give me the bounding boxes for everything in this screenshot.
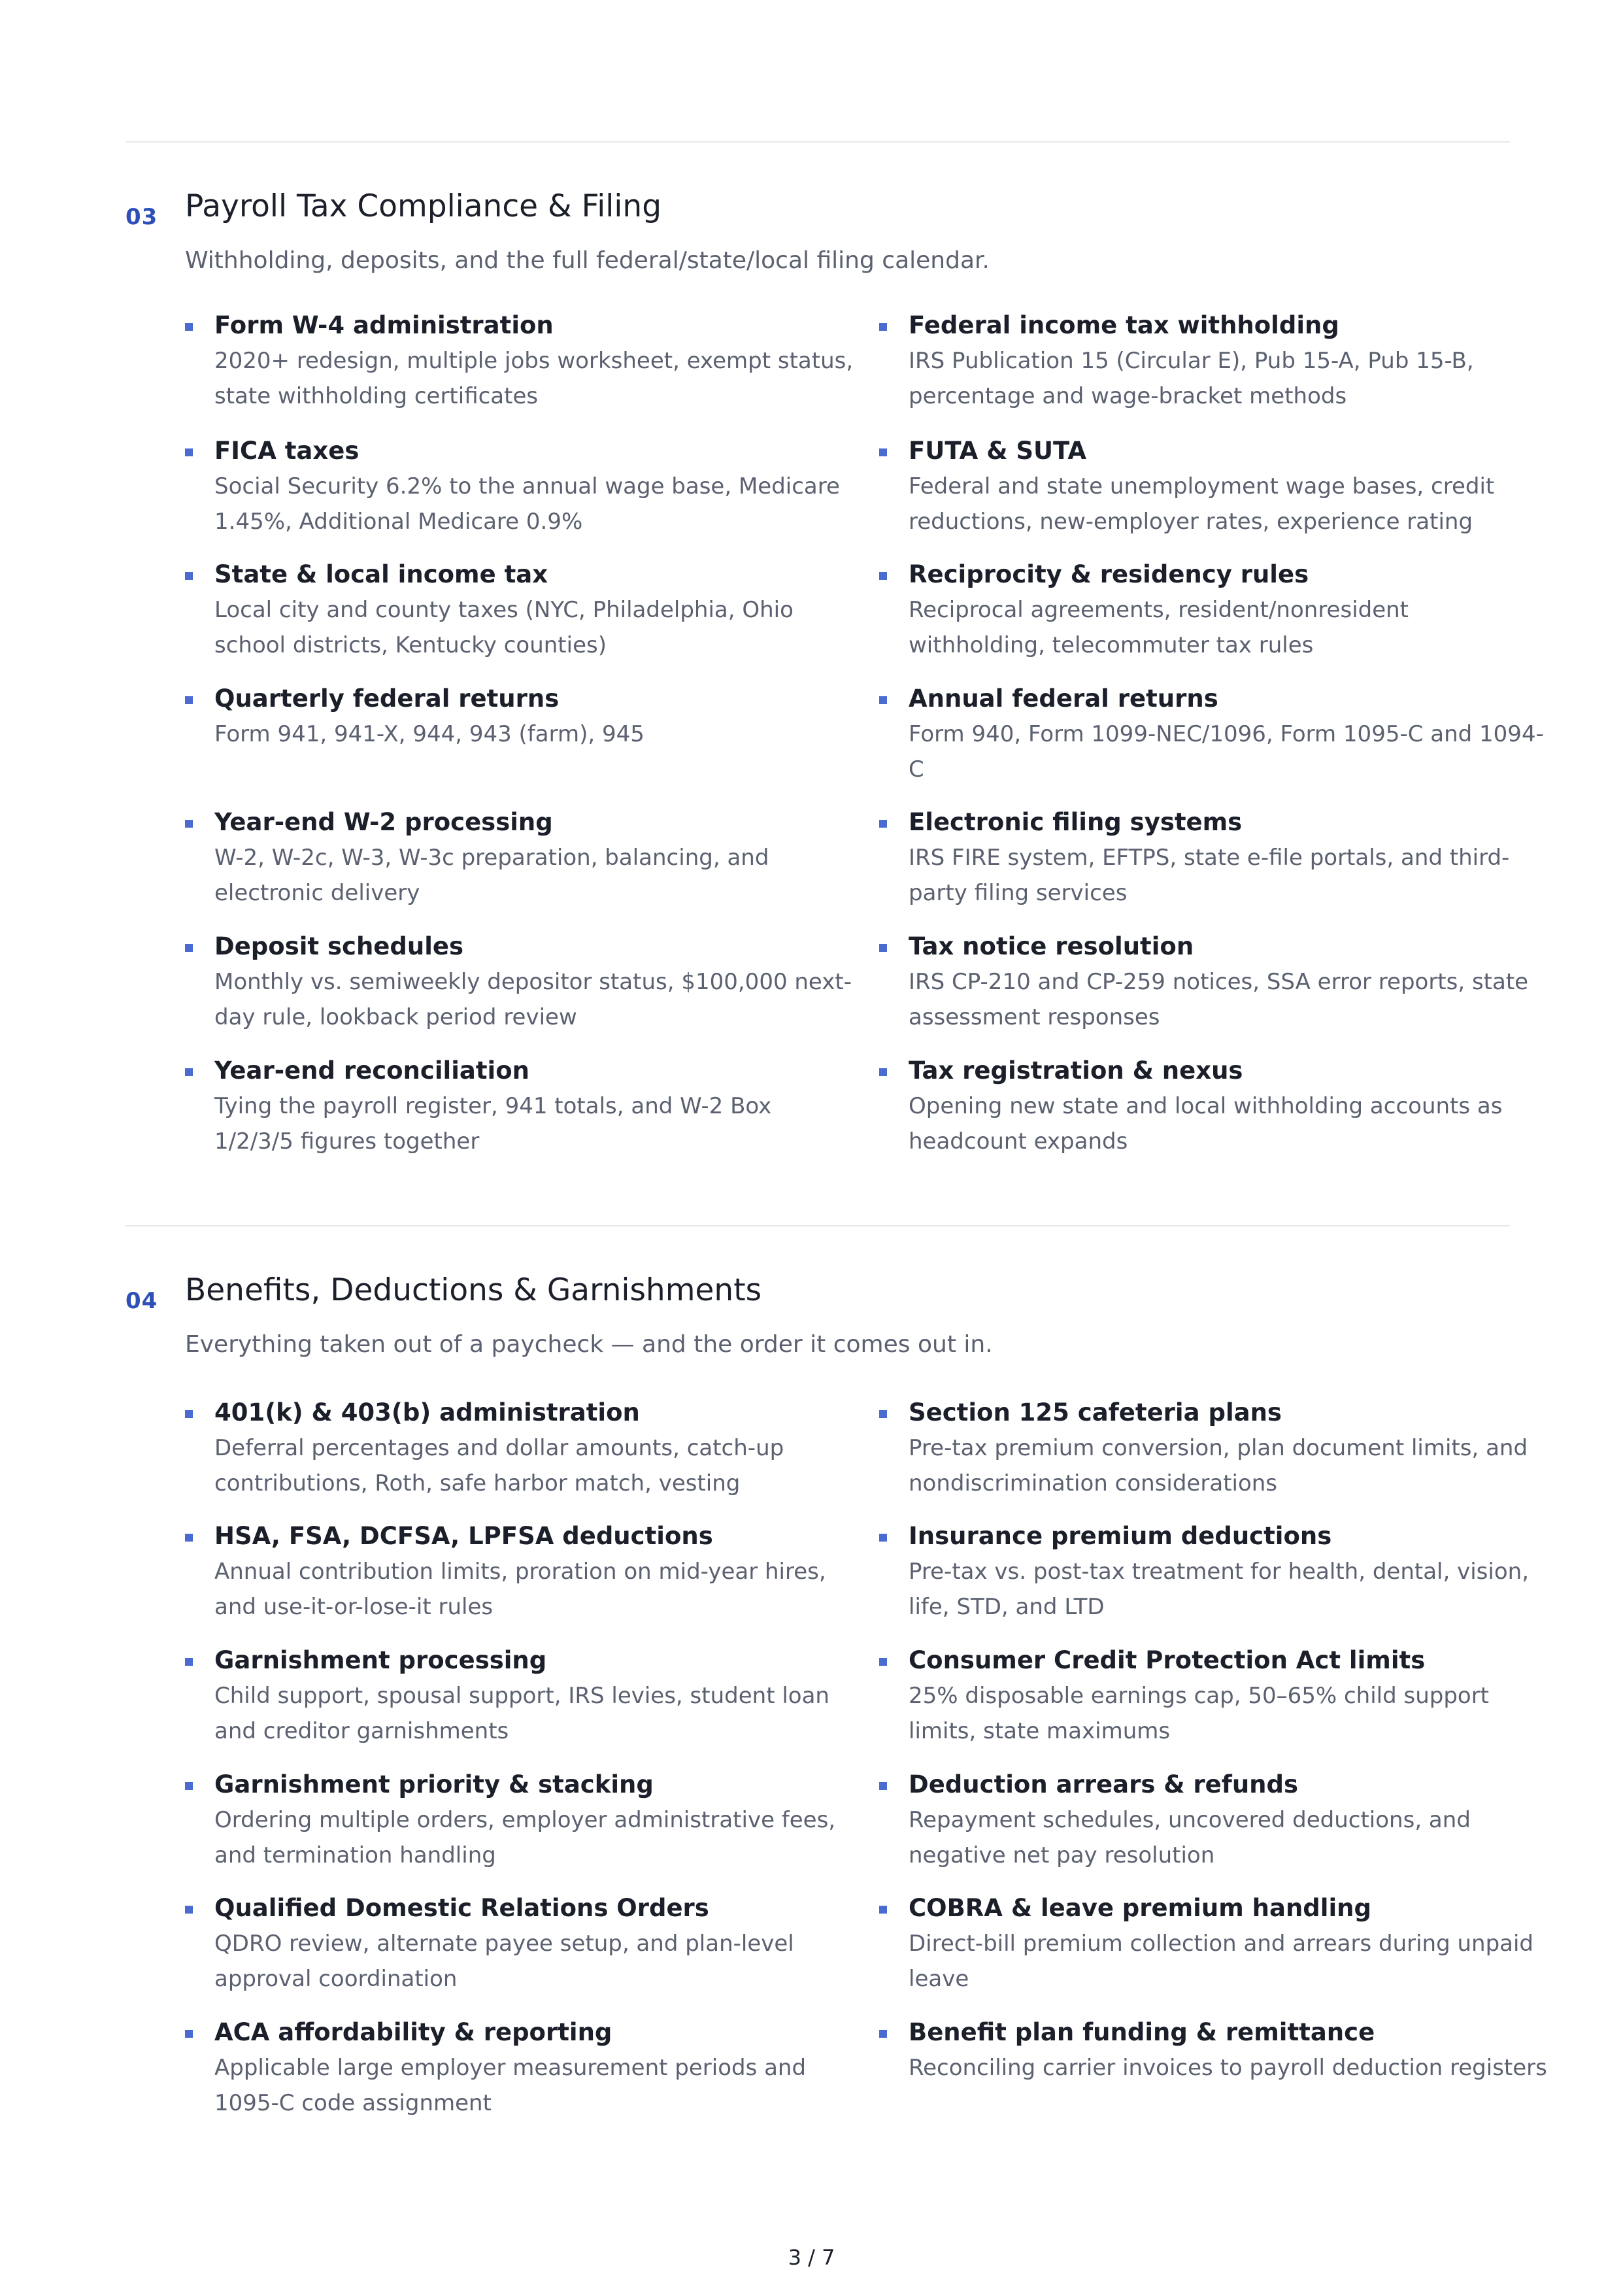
topic-title: Garnishment processing <box>214 1646 547 1674</box>
topic-description: Social Security 6.2% to the annual wage base, Medicare 1.45%, Additional Medicare 0.9% <box>214 473 840 535</box>
square-bullet-icon <box>879 1658 887 1666</box>
topic-title: FICA taxes <box>214 437 360 465</box>
topic-item <box>185 309 879 435</box>
topic-description: Form 941, 941-X, 944, 943 (farm), 945 <box>214 721 644 747</box>
topic-title: 401(k) & 403(b) administration <box>214 1398 640 1427</box>
topic-item <box>879 558 1510 683</box>
topic-title: State & local income tax <box>214 560 548 588</box>
topic-item <box>185 1892 879 2016</box>
topic-title: Annual federal returns <box>909 684 1218 713</box>
topic-title: ACA affordability & reporting <box>214 2018 612 2046</box>
topic-description: IRS CP-210 and CP-259 notices, SSA error reports, state assessment responses <box>909 969 1529 1030</box>
square-bullet-icon <box>185 1068 193 1076</box>
topic-title: Section 125 cafeteria plans <box>909 1398 1282 1427</box>
topic-description: Reciprocal agreements, resident/nonresident withholding, telecommuter tax rules <box>909 597 1409 658</box>
topic-title: Qualified Domestic Relations Orders <box>214 1894 709 1922</box>
section-subtitle: Everything taken out of a paycheck — and the order it comes out in. <box>185 1331 993 1358</box>
topic-item <box>879 1396 1528 1520</box>
square-bullet-icon <box>879 448 887 456</box>
square-bullet-icon <box>185 1906 193 1914</box>
topic-grid <box>185 1396 1547 2121</box>
topic-description: IRS FIRE system, EFTPS, state e-file portals, and third-party filing services <box>909 845 1510 906</box>
topic-item <box>879 683 1544 806</box>
topic-title: Consumer Credit Protection Act limits <box>909 1646 1426 1674</box>
topic-description: Reconciling carrier invoices to payroll deduction registers <box>909 2055 1547 2081</box>
topic-description: QDRO review, alternate payee setup, and plan-level approval coordination <box>214 1931 794 1992</box>
section-title: Benefits, Deductions & Garnishments <box>185 1272 762 1308</box>
topic-item <box>879 930 1529 1055</box>
section-subtitle: Withholding, deposits, and the full federal/state/local filing calendar. <box>185 247 990 274</box>
topic-item <box>185 1055 879 1159</box>
topic-description: 2020+ redesign, multiple jobs worksheet, exempt status, state withholding certificates <box>214 348 854 409</box>
topic-title: Federal income tax withholding <box>909 311 1339 339</box>
topic-title: Year-end W-2 processing <box>214 808 553 836</box>
square-bullet-icon <box>185 572 193 580</box>
topic-title: Garnishment priority & stacking <box>214 1770 654 1798</box>
topic-description: Local city and county taxes (NYC, Philadelphia, Ohio school districts, Kentucky counties) <box>214 597 794 658</box>
topic-title: Deduction arrears & refunds <box>909 1770 1299 1798</box>
square-bullet-icon <box>185 1658 193 1666</box>
topic-description: Form 940, Form 1099-NEC/1096, Form 1095-C and 1094-C <box>909 721 1544 783</box>
square-bullet-icon <box>879 1906 887 1914</box>
section-header <box>125 188 1510 243</box>
topic-description: Monthly vs. semiweekly depositor status, $100,000 next-day rule, lookback period review <box>214 969 852 1030</box>
topic-description: Pre-tax vs. post-tax treatment for health, dental, vision, life, STD, and LTD <box>909 1559 1529 1620</box>
topic-title: Reciprocity & residency rules <box>909 560 1309 588</box>
square-bullet-icon <box>879 1534 887 1542</box>
square-bullet-icon <box>879 696 887 704</box>
square-bullet-icon <box>879 1068 887 1076</box>
topic-grid <box>185 309 1544 1159</box>
square-bullet-icon <box>185 1782 193 1790</box>
square-bullet-icon <box>185 820 193 828</box>
square-bullet-icon <box>879 1410 887 1418</box>
square-bullet-icon <box>879 944 887 952</box>
topic-item <box>879 435 1510 558</box>
topic-title: HSA, FSA, DCFSA, LPFSA deductions <box>214 1522 713 1550</box>
topic-title: Insurance premium deductions <box>909 1522 1332 1550</box>
square-bullet-icon <box>185 696 193 704</box>
section-title: Payroll Tax Compliance & Filing <box>185 188 662 224</box>
topic-description: Pre-tax premium conversion, plan document limits, and nondiscrimination considerations <box>909 1435 1528 1496</box>
topic-description: IRS Publication 15 (Circular E), Pub 15-A, Pub 15-B, percentage and wage-bracket methods <box>909 348 1474 409</box>
topic-item <box>185 1768 879 1892</box>
topic-title: Tax notice resolution <box>909 932 1194 960</box>
square-bullet-icon <box>185 944 193 952</box>
topic-item <box>185 1396 879 1520</box>
section-divider-middle <box>125 1225 1510 1226</box>
topic-title: Deposit schedules <box>214 932 464 960</box>
section-divider-top <box>125 141 1510 143</box>
topic-description: Ordering multiple orders, employer administrative fees, and termination handling <box>214 1807 836 1868</box>
topic-item <box>185 558 879 683</box>
topic-title: Form W-4 administration <box>214 311 554 339</box>
topic-description: Child support, spousal support, IRS levies, student loan and creditor garnishments <box>214 1683 829 1744</box>
topic-title: FUTA & SUTA <box>909 437 1087 465</box>
topic-description: Repayment schedules, uncovered deductions, and negative net pay resolution <box>909 1807 1471 1868</box>
square-bullet-icon <box>185 323 193 331</box>
square-bullet-icon <box>185 448 193 456</box>
section-number: 03 <box>125 204 158 230</box>
topic-item <box>185 435 879 558</box>
topic-item <box>879 806 1510 930</box>
section-payroll-tax <box>125 188 1544 1155</box>
section-benefits <box>125 1272 1547 2116</box>
topic-item <box>185 1644 879 1768</box>
topic-item <box>879 1520 1529 1644</box>
square-bullet-icon <box>879 1782 887 1790</box>
topic-item <box>185 930 879 1055</box>
topic-description: W-2, W-2c, W-3, W-3c preparation, balancing, and electronic delivery <box>214 845 769 906</box>
topic-item <box>185 1520 879 1644</box>
topic-description: Tying the payroll register, 941 totals, and W-2 Box 1/2/3/5 figures together <box>214 1093 772 1155</box>
topic-item <box>879 1768 1510 1892</box>
topic-description: Annual contribution limits, proration on mid-year hires, and use-it-or-lose-it rules <box>214 1559 826 1620</box>
square-bullet-icon <box>879 572 887 580</box>
topic-title: Benefit plan funding & remittance <box>909 2018 1375 2046</box>
topic-description: Direct-bill premium collection and arrears during unpaid leave <box>909 1931 1534 1992</box>
square-bullet-icon <box>879 2030 887 2038</box>
topic-item <box>185 806 879 930</box>
square-bullet-icon <box>185 1410 193 1418</box>
topic-item <box>879 1055 1510 1159</box>
section-header <box>125 1272 1510 1327</box>
topic-title: Quarterly federal returns <box>214 684 560 713</box>
topic-item <box>879 2016 1547 2121</box>
topic-title: Tax registration & nexus <box>909 1056 1243 1085</box>
topic-description: Federal and state unemployment wage bases, credit reductions, new-employer rates, experience rating <box>909 473 1495 535</box>
topic-description: Applicable large employer measurement periods and 1095-C code assignment <box>214 2055 807 2116</box>
section-number: 04 <box>125 1288 158 1314</box>
topic-description: Deferral percentages and dollar amounts, catch-up contributions, Roth, safe harbor match, vesting <box>214 1435 784 1496</box>
square-bullet-icon <box>185 1534 193 1542</box>
topic-title: COBRA & leave premium handling <box>909 1894 1371 1922</box>
topic-description: 25% disposable earnings cap, 50–65% child support limits, state maximums <box>909 1683 1490 1744</box>
topic-title: Electronic filing systems <box>909 808 1243 836</box>
topic-item <box>879 309 1510 435</box>
square-bullet-icon <box>879 820 887 828</box>
page-number: 3 / 7 <box>788 2245 835 2270</box>
topic-item <box>185 2016 879 2121</box>
square-bullet-icon <box>879 323 887 331</box>
topic-title: Year-end reconciliation <box>214 1056 529 1085</box>
square-bullet-icon <box>185 2030 193 2038</box>
topic-item <box>879 1892 1534 2016</box>
topic-item <box>879 1644 1510 1768</box>
topic-description: Opening new state and local withholding accounts as headcount expands <box>909 1093 1503 1155</box>
topic-item <box>185 683 879 806</box>
